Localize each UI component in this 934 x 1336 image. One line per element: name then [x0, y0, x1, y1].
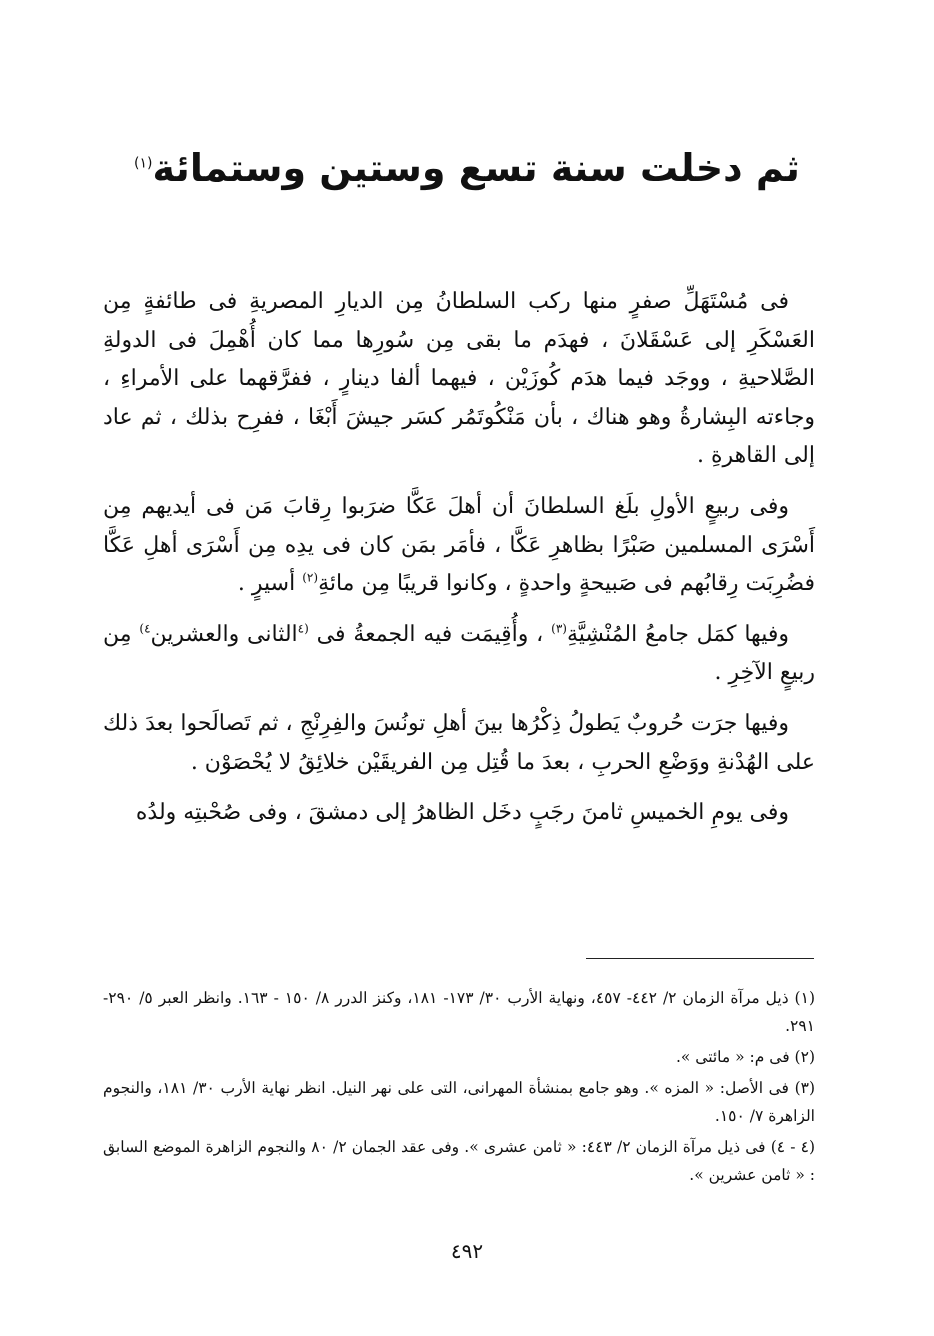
paragraph-text: وفيها كمَل جامعُ المُنْشِيَّةِ — [566, 621, 789, 647]
footnote-separator — [586, 958, 814, 959]
paragraph-text: أسيرٍ . — [237, 571, 303, 597]
paragraph-text: مِن ربيعٍ الآخِرِ . — [103, 621, 815, 686]
footnote-ref: (٢) — [302, 570, 319, 585]
paragraph-text: الثانى والعشرين — [150, 621, 298, 647]
paragraph-text: وفى ربيعٍ الأولِ بلَغ السلطانَ أن أهلَ عَكَّا ضرَبوا رِقابَ مَن فى أيديهم مِن أَسْرَى المسلمين صَبْرًا بظاهرِ عَكَّا ، فأمَر بمَن كان فى يدِه مِن أَسْرَى أهلِ عَكَّا فضُرِبَت رِقابُهم فى صَبيحةٍ واحدةٍ ، وكانوا قريبًا مِن مائةِ — [103, 493, 815, 597]
main-text — [103, 283, 815, 845]
footnote-3: (٣) فى الأصل: « المزه ». وهو جامع بمنشأة المهرانى، التى على نهر النيل. انظر نهاية الأرب ٣٠/ ١٨١، والنجوم الزاهرة ٧/ ١٥٠. — [103, 1079, 816, 1125]
footnote-ref: ٤) — [139, 621, 151, 636]
footnote-ref: (٣) — [551, 621, 567, 636]
chapter-title — [120, 140, 814, 196]
paragraph-5 — [103, 794, 815, 833]
title-footnote-ref: (١) — [134, 155, 153, 172]
paragraph-text: وفى يومِ الخميسِ ثامنَ رجَبٍ دخَل الظاهرُ إلى دمشقَ ، وفى صُحْبتِه ولدُه — [135, 800, 789, 826]
page-number: ٤٩٢ — [450, 1239, 484, 1263]
footnotes — [103, 984, 815, 1192]
paragraph-2 — [103, 488, 815, 604]
footnote-1: (١) ذيل مرآة الزمان ٢/ ٤٤٢- ٤٥٧، ونهاية الأرب ٣٠/ ١٧٣- ١٨١، وكنز الدرر ٨/ ١٥٠ - ١٦٣. وانظر العبر ٥/ ٢٩٠- ٢٩١. — [103, 989, 815, 1035]
paragraph-1 — [103, 283, 815, 476]
paragraph-text: ، وأُقِيمَت فيه الجمعةُ فى — [308, 621, 552, 647]
chapter-title-text: ثم دخلت سنة تسع وستين وستمائة — [152, 146, 800, 190]
paragraph-text: وفيها جرَت حُروبٌ يَطولُ ذِكْرُها بينَ أهلِ تونُسَ والفِرِنْجِ ، ثم تَصالَحوا بعدَ ذلك على الهُدْنةِ ووَضْعِ الحربِ ، بعدَ ما قُتِل مِن الفريقَيْن خلائِقُ لا يُحْصَوْن . — [103, 710, 815, 775]
paragraph-3 — [103, 616, 815, 693]
paragraph-4 — [103, 705, 815, 782]
footnote-4: (٤ - ٤) فى ذيل مرآة الزمان ٢/ ٤٤٣: « ثامن عشرى ». وفى عقد الجمان ٢/ ٨٠ والنجوم الزاهرة الموضع السابق : « ثامن عشرين ». — [103, 1138, 815, 1184]
footnote-2: (٢) فى م: « مائتى ». — [675, 1048, 815, 1066]
footnote-ref: (٤ — [297, 621, 309, 636]
paragraph-text: فى مُسْتَهَلِّ صفرٍ منها ركب السلطانُ مِن الديارِ المصريةِ فى طائفةٍ مِن العَسْكَرِ إلى عَسْقَلانَ ، فهدَم ما بقى مِن سُورِها مما كان أُهْمِلَ فى الدولةِ الصَّلاحيةِ ، ووجَد فيما هدَم كُوزَيْن ، فيهما ألفا دينارٍ ، ففرَّقهما على الأمراءِ ، وجاءته البِشارةُ وهو هناك ، بأن مَنْكُوتَمُر كسَر جيشَ أَبْغَا ، ففرِح بذلك ، ثم عاد إلى القاهرةِ . — [103, 289, 815, 469]
